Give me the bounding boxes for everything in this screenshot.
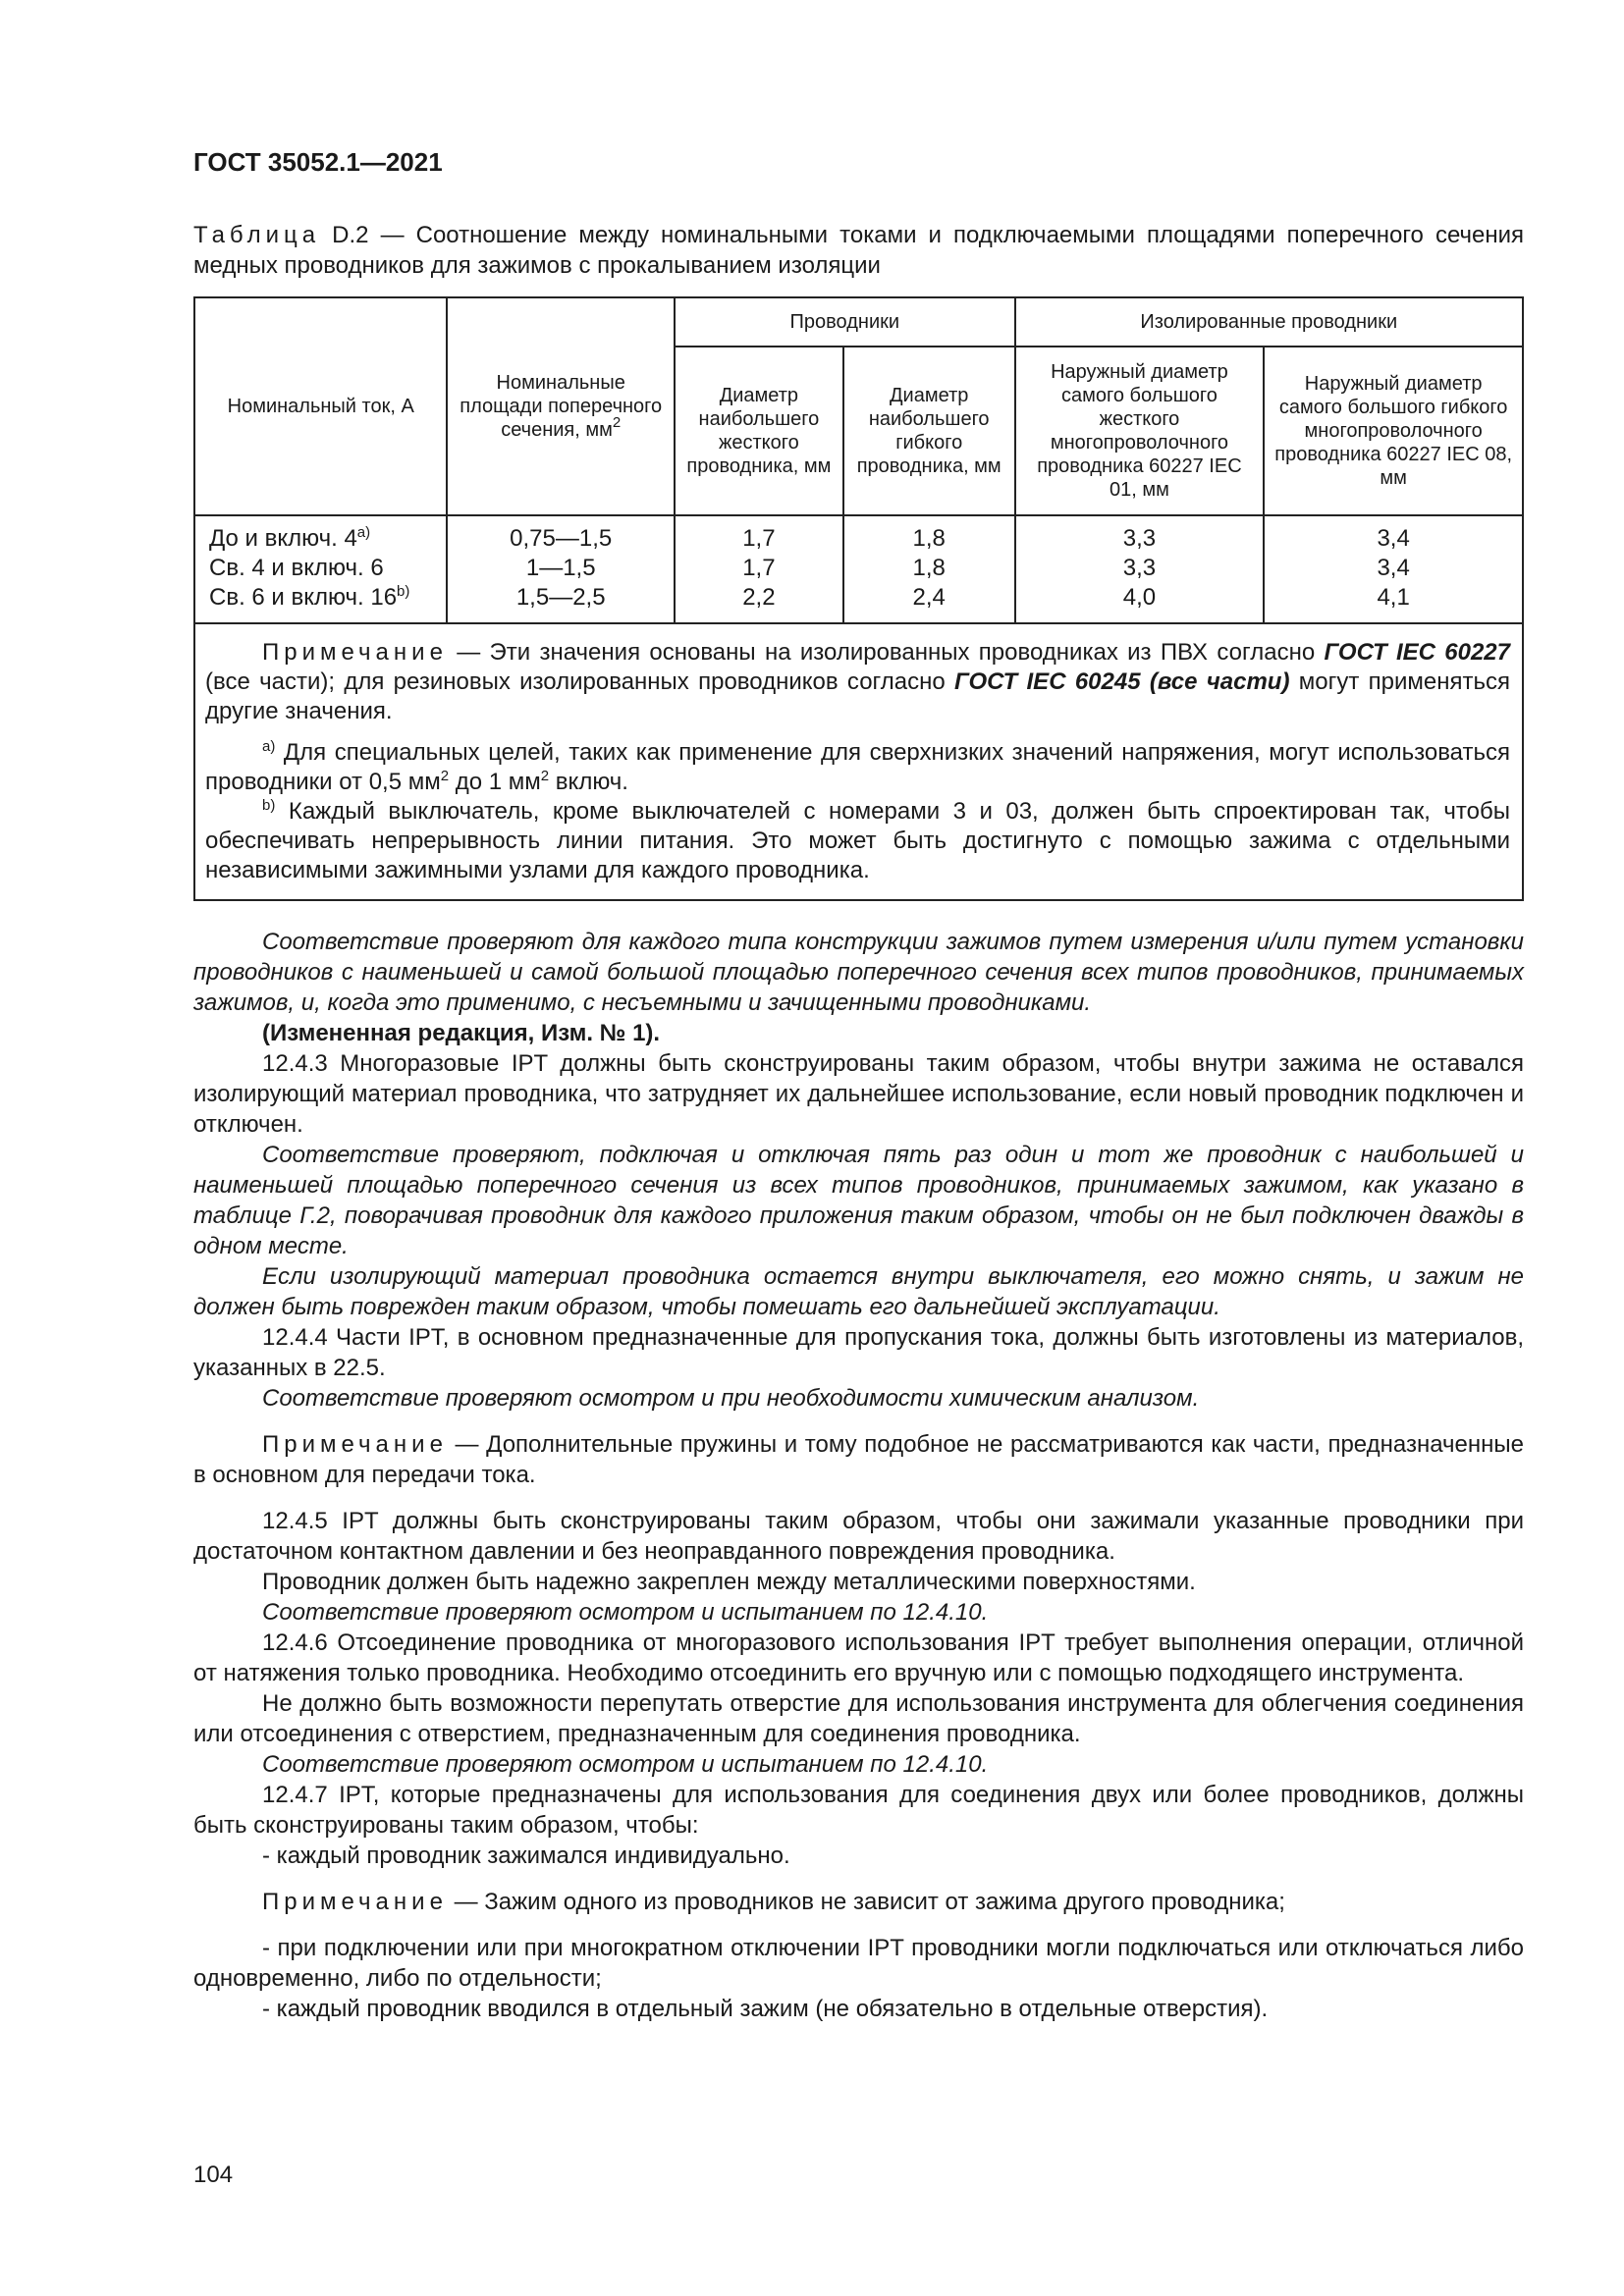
footnote-a: $^{а)}$ Для специальных целей, таких как применение для сверхнизких значений напряжения, могут использоваться проводники от 0,5 $мм^2$ до 1 $мм^2$ включ. <box>205 738 1510 795</box>
paragraph-12-4-7: 12.4.7 IPT, которые предназначены для использования для соединения двух или более проводников, должны быть сконструированы таким образом, чтобы: <box>193 1782 1524 1839</box>
paragraph-compliance-5: Соответствие проверяют осмотром и испытанием по 12.4.10. <box>262 1599 989 1626</box>
row-3-outer-flexible: 4,1 <box>1377 584 1410 611</box>
header-rigid-diameter: Диаметр наибольшего жесткого проводника, мм <box>675 347 843 515</box>
table-caption-label: Таблица <box>193 222 321 248</box>
paragraph-conductor-fixed: Проводник должен быть надежно закреплен между металлическими поверхностями. <box>262 1569 1196 1595</box>
note-clamp-independence: Примечание — Зажим одного из проводников не зависит от зажима другого проводника; <box>262 1889 1285 1915</box>
current-area-table <box>193 296 1524 901</box>
body-text <box>193 927 1524 2024</box>
table-notes <box>194 623 1523 900</box>
document-header: ГОСТ 35052.1—2021 <box>193 147 443 177</box>
row-2-area: 1—1,5 <box>525 555 596 581</box>
paragraph-amendment: (Измененная редакция, Изм. № 1). <box>262 1020 661 1046</box>
paragraph-12-4-3: 12.4.3 Многоразовые IPT должны быть сконструированы таким образом, чтобы внутри зажима не оставался изолирующий материал проводника, что затрудняет их дальнейшее использование, если новый проводник подключен и отключен. <box>193 1050 1524 1138</box>
paragraph-compliance-4: Соответствие проверяют осмотром и при необходимости химическим анализом. <box>262 1385 1200 1412</box>
paragraph-12-4-5: 12.4.5 IPT должны быть сконструированы таким образом, чтобы они зажимали указанные проводники при достаточном контактном давлении и без неоправданного повреждения проводника. <box>193 1508 1524 1565</box>
table-caption <box>193 220 1524 281</box>
list-item-separate-clamp: - каждый проводник вводился в отдельный зажим (не обязательно в отдельные отверстия). <box>262 1996 1269 2022</box>
cell-area <box>447 515 675 623</box>
paragraph-compliance-6: Соответствие проверяют осмотром и испытанием по 12.4.10. <box>262 1751 989 1778</box>
header-group-insulated: Изолированные проводники <box>1015 297 1523 347</box>
row-2-outer-rigid: 3,3 <box>1122 555 1157 581</box>
header-outer-rigid: Наружный диаметр самого большого жесткого многопроволочного проводника 60227 IEC 01, мм <box>1015 347 1265 515</box>
list-item-individual-clamp: - каждый проводник зажимался индивидуально. <box>262 1842 790 1869</box>
row-2-flexible: 1,8 <box>912 555 946 581</box>
cell-rigid <box>675 515 843 623</box>
note-springs: Примечание — Дополнительные пружины и тому подобное не рассматриваются как части, предназначенные в основном для передачи тока. <box>193 1431 1524 1488</box>
header-flexible-diameter: Диаметр наибольшего гибкого проводника, мм <box>843 347 1015 515</box>
row-1-flexible: 1,8 <box>912 525 946 552</box>
row-3-current: Св. 6 и включ. 16$^{b)}$ <box>209 583 410 611</box>
paragraph-compliance-2: Соответствие проверяют, подключая и отключая пять раз один и тот же проводник с наибольшей и наименьшей площадью поперечного сечения из всех типов проводников, принимаемых зажимом, как указано в таблице Г.2, поворачивая проводник для каждого приложения таким образом, чтобы он не был подключен дважды в одном месте. <box>193 1142 1524 1259</box>
table-caption-text: D.2 — Соотношение между номинальными токами и подключаемыми площадями поперечного сечения медных проводников для зажимов с прокалыванием изоляции <box>193 222 1525 279</box>
header-group-conductors: Проводники <box>675 297 1015 347</box>
list-item-connect-disconnect: - при подключении или при многократном отключении IPT проводники могли подключаться или отключаться либо одновременно, либо по отдельности; <box>193 1935 1524 1992</box>
paragraph-12-4-6: 12.4.6 Отсоединение проводника от многоразового использования IPT требует выполнения операции, отличной от натяжения только проводника. Необходимо отсоединить его вручную или с помощью подходящего инструмента. <box>193 1629 1524 1686</box>
paragraph-compliance-3: Если изолирующий материал проводника остается внутри выключателя, его можно снять, и зажим не должен быть поврежден таким образом, чтобы помешать его дальнейшей эксплуатации. <box>193 1263 1524 1320</box>
row-3-outer-rigid: 4,0 <box>1122 584 1157 611</box>
table-note: Примечание — Эти значения основаны на изолированных проводниках из ПВХ согласно ГОСТ IEC 60227 (все части); для резиновых изолированных проводников согласно ГОСТ IEC 60245 (все части) могут применяться другие значения. <box>205 639 1511 724</box>
page-number: 104 <box>193 2162 234 2188</box>
row-1-area: 0,75—1,5 <box>510 525 613 552</box>
row-1-current: До и включ. $4^{а)}$ <box>209 524 371 552</box>
row-2-current: Св. 4 и включ. 6 <box>209 555 384 581</box>
row-1-rigid: 1,7 <box>742 525 776 552</box>
header-nominal-current: Номинальный ток, А <box>194 297 447 515</box>
paragraph-compliance-1: Соответствие проверяют для каждого типа конструкции зажимов путем измерения и/или путем установки проводников с наименьшей и самой большой площадью поперечного сечения всех типов проводников, принимаемых зажимов, и, когда это применимо, с несъемными и зачищенными проводниками. <box>193 929 1524 1016</box>
row-1-outer-rigid: 3,3 <box>1122 525 1157 552</box>
row-2-rigid: 1,7 <box>742 555 776 581</box>
header-outer-flexible: Наружный диаметр самого большого гибкого многопроволочного проводника 60227 IEC 08, мм <box>1264 347 1523 515</box>
footnote-b: $^{b)}$ Каждый выключатель, кроме выключателей с номерами 3 и 03, должен быть спроектирован так, чтобы обеспечивать непрерывность линии питания. Это может быть достигнуто с помощью зажима с отдельными независимыми зажимными узлами для каждого проводника. <box>205 797 1510 883</box>
row-3-flexible: 2,4 <box>912 584 946 611</box>
row-2-outer-flexible: 3,4 <box>1377 555 1410 581</box>
cell-outer-rigid <box>1015 515 1265 623</box>
paragraph-12-4-4: 12.4.4 Части IPT, в основном предназначенные для пропускания тока, должны быть изготовлены из материалов, указанных в 22.5. <box>193 1324 1524 1381</box>
header-nominal-area: Номинальные площади поперечного сечения, $мм^2$ <box>447 297 675 515</box>
cell-current <box>194 515 447 623</box>
row-3-area: 1,5—2,5 <box>515 584 606 611</box>
paragraph-hole-confusion: Не должно быть возможности перепутать отверстие для использования инструмента для облегчения соединения или отсоединения с отверстием, предназначенным для соединения проводника. <box>193 1690 1524 1747</box>
cell-outer-flexible <box>1264 515 1523 623</box>
cell-flexible <box>843 515 1015 623</box>
table-data-rows <box>194 515 1523 623</box>
row-1-outer-flexible: 3,4 <box>1377 525 1410 552</box>
row-3-rigid: 2,2 <box>742 584 776 611</box>
